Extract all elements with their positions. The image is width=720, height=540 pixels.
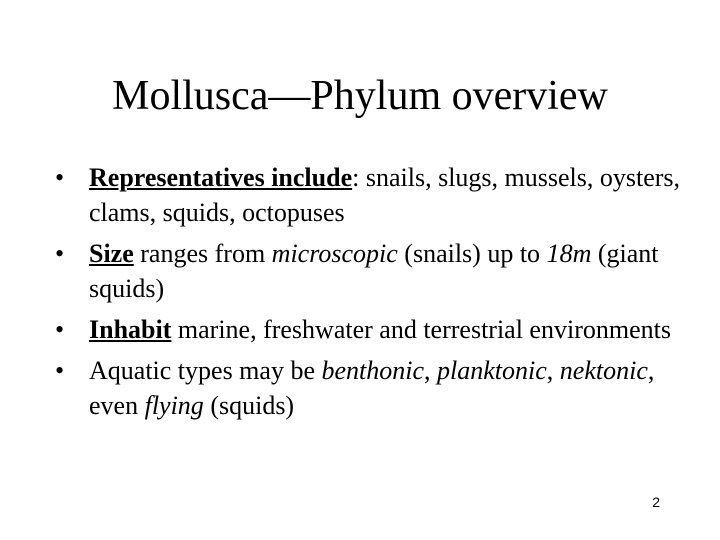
bullet-italic-text: flying	[144, 391, 204, 420]
bullet-item-inhabit	[55, 312, 695, 347]
bullet-text: (snails) up to	[397, 239, 547, 268]
bullet-text: marine, freshwater and terrestrial environments	[171, 315, 671, 344]
bullet-keyword: Representatives include	[89, 163, 353, 192]
bullet-item-representatives	[55, 160, 695, 230]
bullet-text: (giant squids)	[89, 239, 659, 303]
bullet-item-aquatic-types	[55, 353, 695, 423]
bullet-text: , even	[89, 356, 655, 420]
bullet-italic-text: microscopic	[271, 239, 398, 268]
bullet-italic-text: nektonic	[559, 356, 648, 385]
bullet-text: : snails, slugs, mussels, oysters, clams, squids, octopuses	[89, 163, 681, 227]
bullet-text: Aquatic types may be	[89, 356, 322, 385]
bullet-list	[55, 160, 695, 429]
page-number: 2	[652, 494, 660, 510]
bullet-text: ,	[546, 356, 560, 385]
bullet-text: ,	[424, 356, 438, 385]
bullet-icon: •	[55, 356, 65, 385]
bullet-item-size	[55, 236, 695, 306]
bullet-keyword: Inhabit	[89, 315, 172, 344]
slide-title: Mollusca—Phylum overview	[112, 73, 608, 119]
bullet-icon: •	[55, 163, 65, 192]
bullet-text: (squids)	[203, 391, 295, 420]
bullet-icon: •	[55, 239, 65, 268]
bullet-italic-text: planktonic	[437, 356, 547, 385]
bullet-text: ranges from	[133, 239, 272, 268]
bullet-icon: •	[55, 315, 65, 344]
bullet-italic-text: benthonic	[321, 356, 425, 385]
bullet-keyword: Size	[89, 239, 134, 268]
bullet-italic-text: 18m	[546, 239, 592, 268]
